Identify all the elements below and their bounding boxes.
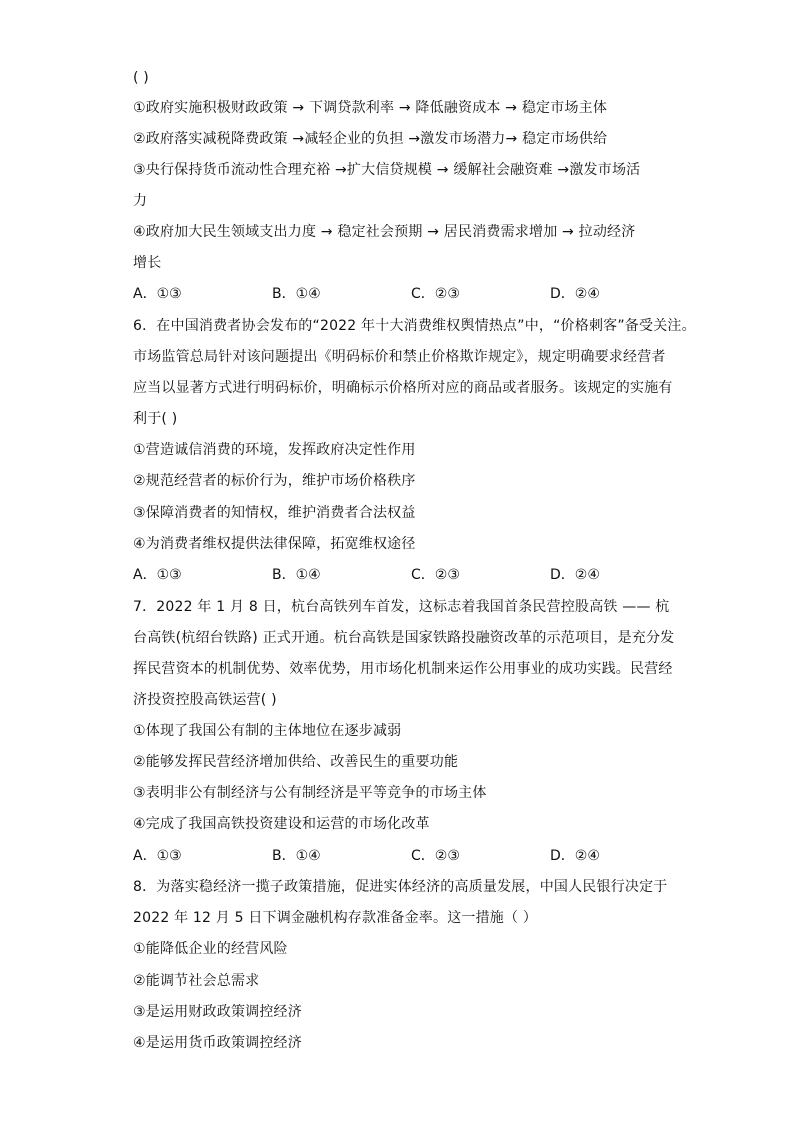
q8-stem-line-1: 8．为落实稳经济一揽子政策措施，促进实体经济的高质量发展，中国人民银行决定于	[133, 879, 668, 895]
q6-item-1: ①营造诚信消费的环境，发挥政府决定性作用	[133, 442, 416, 458]
q7-item-1: ①体现了我国公有制的主体地位在逐步减弱	[133, 723, 402, 739]
q5-item-4-cont: 增长	[133, 255, 162, 271]
q8-item-1: ①能降低企业的经营风险	[133, 941, 288, 957]
q7-option-c: C．②③	[411, 848, 460, 864]
q7-stem-line-2: 台高铁(杭绍台铁路) 正式开通。杭台高铁是国家铁路投融资改革的示范项目，是充分发	[133, 630, 675, 646]
q6-option-a: A．①③	[133, 567, 182, 583]
q6-option-c: C．②③	[411, 567, 460, 583]
q6-stem-line-2: 市场监管总局针对该问题提出《明码标价和禁止价格欺诈规定》，规定明确要求经营者	[133, 349, 666, 365]
q6-stem-line-1: 6．在中国消费者协会发布的“2022 年十大消费维权舆情热点”中，“价格刺客”备受关注。	[133, 318, 696, 334]
q6-option-b: B．①④	[272, 567, 321, 583]
q5-item-2: ②政府落实减税降费政策 →减轻企业的负担 →激发市场潜力→ 稳定市场供给	[133, 131, 608, 147]
q8-item-3: ③是运用财政政策调控经济	[133, 1004, 302, 1020]
q5-item-3: ③央行保持货币流动性合理充裕 →扩大信贷规模 → 缓解社会融资难 →激发市场活	[133, 162, 641, 178]
q8-stem-line-2: 2022 年 12 月 5 日下调金融机构存款准备金率。这一措施（ ）	[133, 910, 538, 926]
q6-item-3: ③保障消费者的知情权，维护消费者合法权益	[133, 505, 416, 521]
q5-option-c: C．②③	[411, 286, 460, 302]
q7-item-4: ④完成了我国高铁投资建设和运营的市场化改革	[133, 816, 430, 832]
q7-option-a: A．①③	[133, 848, 182, 864]
q8-item-2: ②能调节社会总需求	[133, 973, 260, 989]
q8-item-4: ④是运用货币政策调控经济	[133, 1035, 302, 1051]
q5-option-b: B．①④	[272, 286, 321, 302]
q7-item-3: ③表明非公有制经济与公有制经济是平等竞争的市场主体	[133, 785, 487, 801]
q5-option-d: D．②④	[550, 286, 600, 302]
q5-item-1: ①政府实施积极财政政策 → 下调贷款利率 → 降低融资成本 → 稳定市场主体	[133, 100, 608, 116]
q7-option-b: B．①④	[272, 848, 321, 864]
q5-option-a: A．①③	[133, 286, 182, 302]
q5-item-4: ④政府加大民生领域支出力度 → 稳定社会预期 → 居民消费需求增加 → 拉动经济	[133, 224, 636, 240]
q6-option-d: D．②④	[550, 567, 600, 583]
q6-item-4: ④为消费者维权提供法律保障，拓宽维权途径	[133, 536, 416, 552]
q6-stem-line-4: 利于( )	[133, 411, 178, 427]
q5-item-3-cont: 力	[133, 193, 148, 209]
q7-stem-line-3: 挥民营资本的机制优势、效率优势，用市场化机制来运作公用事业的成功实践。民营经	[133, 661, 673, 677]
q7-item-2: ②能够发挥民营经济增加供给、改善民生的重要功能	[133, 754, 459, 770]
q6-item-2: ②规范经营者的标价行为，维护市场价格秩序	[133, 473, 416, 489]
q7-stem-line-4: 济投资控股高铁运营( )	[133, 692, 277, 708]
q7-stem-line-1: 7．2022 年 1 月 8 日，杭台高铁列车首发，这标志着我国首条民营控股高铁 —— 杭	[133, 599, 670, 615]
q7-option-d: D．②④	[550, 848, 600, 864]
q6-stem-line-3: 应当以显著方式进行明码标价，明确标示价格所对应的商品或者服务。该规定的实施有	[133, 380, 673, 396]
q5-blank: ( )	[133, 70, 149, 86]
